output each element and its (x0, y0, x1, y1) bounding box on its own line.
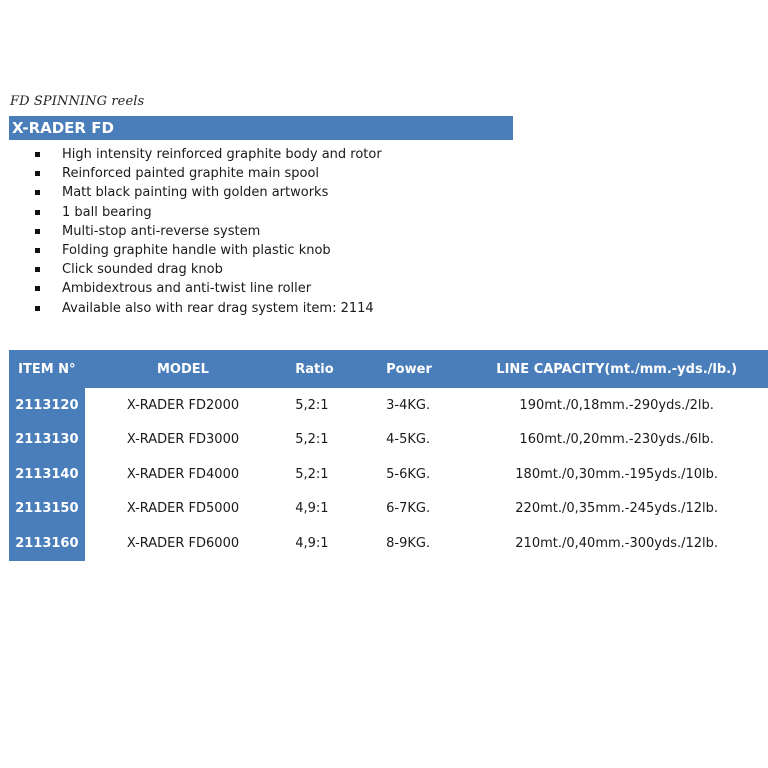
model-cell: X-RADER FD3000 (126, 432, 240, 448)
feature-text: Available also with rear drag system item: 2114 (62, 300, 374, 316)
header-ratio: Ratio (281, 350, 378, 388)
model-cell: X-RADER FD6000 (126, 535, 240, 551)
ratio-cell: 5,2:1 (295, 432, 329, 448)
feature-item (33, 241, 382, 260)
feature-text: Ambidextrous and anti-twist line roller (62, 281, 312, 297)
power-cell: 8-9KG. (386, 535, 431, 551)
line-capacity-cell: 220mt./0,35mm.-245yds./12lb. (515, 501, 719, 517)
feature-item (33, 279, 382, 298)
feature-item (33, 183, 382, 202)
square-bullet-icon (35, 229, 40, 234)
model-cell: X-RADER FD5000 (126, 501, 240, 517)
feature-text: Folding graphite handle with plastic knob (62, 242, 331, 258)
ratio-cell: 4,9:1 (295, 535, 329, 551)
item-number-cell: 2113120 (9, 388, 85, 423)
feature-text: Multi-stop anti-reverse system (62, 223, 261, 239)
table-row (9, 457, 768, 492)
header-model: MODEL (85, 350, 282, 388)
table-row (9, 388, 768, 423)
model-cell: X-RADER FD4000 (126, 466, 240, 482)
line-capacity-cell: 210mt./0,40mm.-300yds./12lb. (515, 535, 719, 551)
table-header-row (9, 350, 768, 388)
ratio-cell: 5,2:1 (295, 397, 329, 413)
feature-item (33, 222, 382, 241)
specs-table (9, 350, 768, 561)
header-power: Power (378, 350, 465, 388)
feature-item (33, 164, 382, 183)
square-bullet-icon (35, 171, 40, 176)
feature-text: 1 ball bearing (62, 204, 152, 220)
square-bullet-icon (35, 152, 40, 157)
header-line-capacity: LINE CAPACITY(mt./mm.-yds./lb.) (465, 350, 768, 388)
square-bullet-icon (35, 190, 40, 195)
feature-text: Click sounded drag knob (62, 262, 223, 278)
feature-item (33, 260, 382, 279)
table-row (9, 423, 768, 458)
feature-text: Matt black painting with golden artworks (62, 185, 329, 201)
power-cell: 3-4KG. (386, 397, 431, 413)
section-subtitle: FD SPINNING reels (10, 94, 145, 109)
line-capacity-cell: 190mt./0,18mm.-290yds./2lb. (519, 397, 714, 413)
square-bullet-icon (35, 267, 40, 272)
ratio-cell: 5,2:1 (295, 466, 329, 482)
item-number-cell: 2113150 (9, 492, 85, 527)
feature-list (33, 145, 382, 318)
item-number-cell: 2113130 (9, 423, 85, 458)
square-bullet-icon (35, 306, 40, 311)
power-cell: 5-6KG. (386, 466, 431, 482)
square-bullet-icon (35, 286, 40, 291)
square-bullet-icon (35, 248, 40, 253)
power-cell: 6-7KG. (386, 501, 431, 517)
header-item-number: ITEM N° (9, 350, 85, 388)
line-capacity-cell: 180mt./0,30mm.-195yds./10lb. (515, 466, 719, 482)
table-row (9, 492, 768, 527)
feature-item (33, 145, 382, 164)
feature-item (33, 299, 382, 318)
ratio-cell: 4,9:1 (295, 501, 329, 517)
model-cell: X-RADER FD2000 (126, 397, 240, 413)
square-bullet-icon (35, 210, 40, 215)
item-number-cell: 2113140 (9, 457, 85, 492)
table-row (9, 526, 768, 561)
line-capacity-cell: 160mt./0,20mm.-230yds./6lb. (519, 432, 714, 448)
product-title: X-RADER FD (9, 116, 513, 140)
item-number-cell: 2113160 (9, 526, 85, 561)
feature-text: Reinforced painted graphite main spool (62, 166, 320, 182)
feature-text: High intensity reinforced graphite body and rotor (62, 147, 382, 162)
feature-item (33, 203, 382, 222)
power-cell: 4-5KG. (386, 432, 431, 448)
